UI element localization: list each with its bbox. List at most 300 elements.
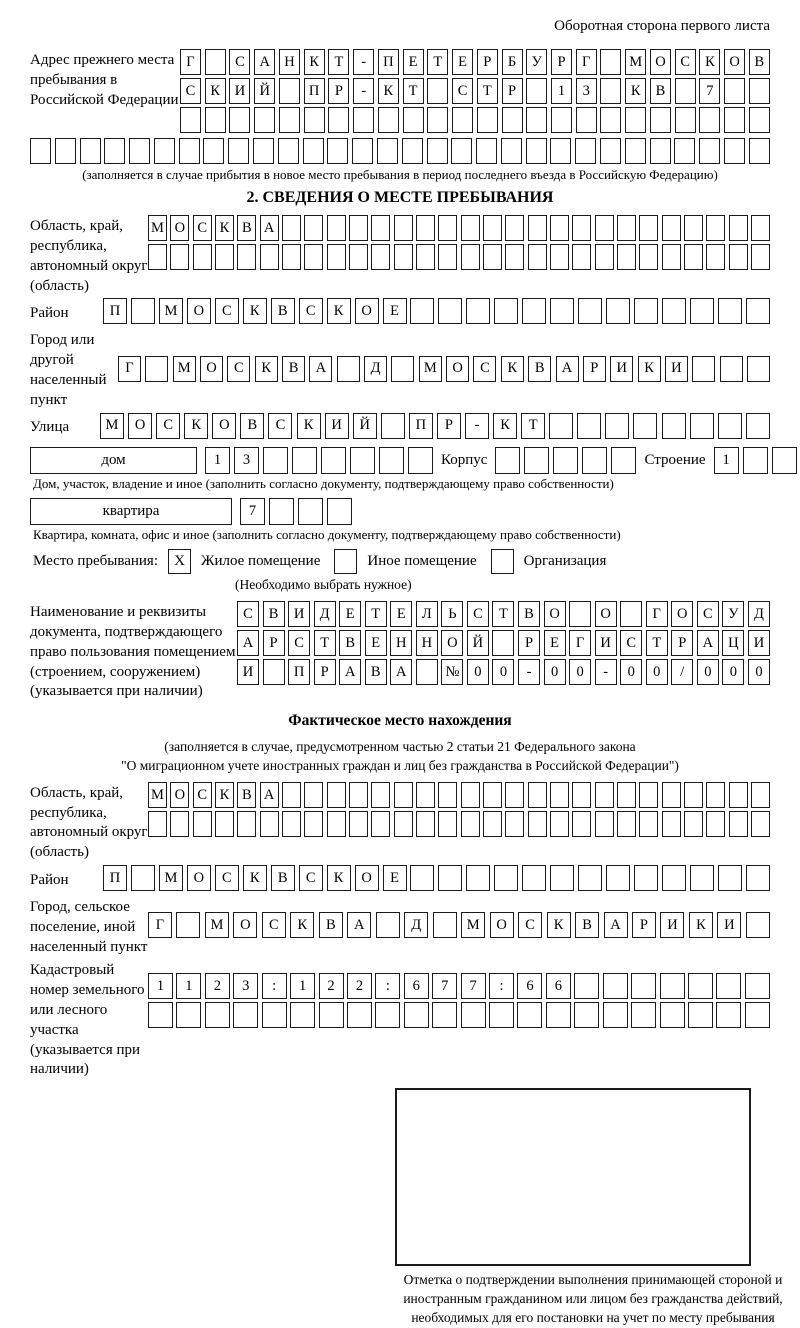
char-cell[interactable]	[371, 782, 390, 808]
char-cell[interactable]: С	[268, 413, 292, 439]
char-cell[interactable]: 0	[544, 659, 566, 685]
char-cell[interactable]	[282, 244, 301, 270]
char-cell[interactable]	[381, 413, 405, 439]
char-cell[interactable]	[625, 138, 646, 164]
char-cell[interactable]	[747, 356, 770, 382]
char-cell[interactable]	[517, 1002, 542, 1028]
char-cell[interactable]: К	[378, 78, 399, 104]
char-cell[interactable]	[327, 811, 346, 837]
char-cell[interactable]: М	[148, 215, 167, 241]
char-cell[interactable]	[148, 244, 167, 270]
char-cell[interactable]	[394, 215, 413, 241]
char-cell[interactable]	[550, 865, 574, 891]
char-cell[interactable]	[260, 811, 279, 837]
char-cell[interactable]	[660, 1002, 685, 1028]
char-cell[interactable]: Р	[583, 356, 606, 382]
char-cell[interactable]	[729, 215, 748, 241]
char-cell[interactable]	[461, 811, 480, 837]
char-cell[interactable]	[483, 215, 502, 241]
char-cell[interactable]: О	[170, 215, 189, 241]
char-cell[interactable]	[662, 244, 681, 270]
char-cell[interactable]	[675, 78, 696, 104]
char-cell[interactable]: О	[200, 356, 223, 382]
char-cell[interactable]: В	[263, 601, 285, 627]
char-cell[interactable]	[229, 107, 250, 133]
char-cell[interactable]: М	[148, 782, 167, 808]
char-cell[interactable]	[620, 601, 642, 627]
char-cell[interactable]: 6	[546, 973, 571, 999]
char-cell[interactable]	[416, 244, 435, 270]
char-cell[interactable]: О	[671, 601, 693, 627]
char-cell[interactable]: А	[347, 912, 371, 938]
char-cell[interactable]	[328, 107, 349, 133]
char-cell[interactable]: 0	[748, 659, 770, 685]
char-cell[interactable]	[402, 138, 423, 164]
char-cell[interactable]	[131, 865, 155, 891]
char-cell[interactable]: И	[660, 912, 684, 938]
char-cell[interactable]: 1	[290, 973, 315, 999]
char-cell[interactable]: С	[193, 782, 212, 808]
char-cell[interactable]	[375, 1002, 400, 1028]
char-cell[interactable]	[551, 107, 572, 133]
char-cell[interactable]: К	[255, 356, 278, 382]
char-cell[interactable]: 7	[699, 78, 720, 104]
char-cell[interactable]	[749, 107, 770, 133]
char-cell[interactable]	[550, 215, 569, 241]
char-cell[interactable]	[55, 138, 76, 164]
char-cell[interactable]	[526, 78, 547, 104]
char-cell[interactable]	[321, 447, 346, 474]
char-cell[interactable]: Е	[390, 601, 412, 627]
char-cell[interactable]: О	[187, 865, 211, 891]
char-cell[interactable]: С	[620, 630, 642, 656]
char-cell[interactable]	[578, 865, 602, 891]
char-cell[interactable]: Т	[403, 78, 424, 104]
char-cell[interactable]: П	[304, 78, 325, 104]
char-cell[interactable]	[600, 78, 621, 104]
char-cell[interactable]: Ц	[722, 630, 744, 656]
char-cell[interactable]	[451, 138, 472, 164]
char-cell[interactable]: 7	[240, 498, 265, 525]
char-cell[interactable]	[576, 107, 597, 133]
char-cell[interactable]: С	[697, 601, 719, 627]
char-cell[interactable]	[254, 107, 275, 133]
char-cell[interactable]: П	[378, 49, 399, 75]
char-cell[interactable]: Т	[646, 630, 668, 656]
char-cell[interactable]	[582, 447, 607, 474]
char-cell[interactable]	[416, 782, 435, 808]
char-cell[interactable]	[684, 811, 703, 837]
char-cell[interactable]	[549, 413, 573, 439]
char-cell[interactable]	[550, 811, 569, 837]
char-cell[interactable]	[595, 782, 614, 808]
char-cell[interactable]	[526, 138, 547, 164]
char-cell[interactable]	[154, 138, 175, 164]
char-cell[interactable]: С	[518, 912, 542, 938]
char-cell[interactable]	[603, 1002, 628, 1028]
char-cell[interactable]: О	[187, 298, 211, 324]
char-cell[interactable]: С	[193, 215, 212, 241]
char-cell[interactable]: /	[671, 659, 693, 685]
char-cell[interactable]: И	[325, 413, 349, 439]
char-cell[interactable]: 0	[722, 659, 744, 685]
char-cell[interactable]: 1	[176, 973, 201, 999]
char-cell[interactable]: М	[159, 298, 183, 324]
char-cell[interactable]: С	[229, 49, 250, 75]
char-cell[interactable]	[477, 107, 498, 133]
char-cell[interactable]: К	[215, 215, 234, 241]
char-cell[interactable]: Т	[477, 78, 498, 104]
char-cell[interactable]: И	[610, 356, 633, 382]
char-cell[interactable]: Г	[646, 601, 668, 627]
char-cell[interactable]	[483, 811, 502, 837]
char-cell[interactable]	[379, 447, 404, 474]
char-cell[interactable]: О	[724, 49, 745, 75]
char-cell[interactable]: 6	[517, 973, 542, 999]
char-cell[interactable]	[505, 782, 524, 808]
char-cell[interactable]: И	[288, 601, 310, 627]
char-cell[interactable]: К	[689, 912, 713, 938]
char-cell[interactable]	[690, 413, 714, 439]
char-cell[interactable]	[371, 244, 390, 270]
char-cell[interactable]: А	[390, 659, 412, 685]
char-cell[interactable]	[327, 138, 348, 164]
char-cell[interactable]: Р	[437, 413, 461, 439]
char-cell[interactable]	[438, 298, 462, 324]
char-cell[interactable]	[282, 215, 301, 241]
char-cell[interactable]	[262, 1002, 287, 1028]
char-cell[interactable]	[605, 413, 629, 439]
char-cell[interactable]: В	[319, 912, 343, 938]
char-cell[interactable]: Й	[353, 413, 377, 439]
char-cell[interactable]	[617, 811, 636, 837]
char-cell[interactable]	[410, 865, 434, 891]
char-cell[interactable]	[718, 413, 742, 439]
char-cell[interactable]: С	[288, 630, 310, 656]
char-cell[interactable]	[550, 244, 569, 270]
char-cell[interactable]: Г	[569, 630, 591, 656]
char-cell[interactable]	[569, 601, 591, 627]
char-cell[interactable]	[662, 865, 686, 891]
char-cell[interactable]: О	[170, 782, 189, 808]
char-cell[interactable]	[394, 244, 413, 270]
char-cell[interactable]	[349, 244, 368, 270]
char-cell[interactable]	[662, 298, 686, 324]
char-cell[interactable]	[699, 107, 720, 133]
char-cell[interactable]	[595, 811, 614, 837]
char-cell[interactable]	[438, 215, 457, 241]
char-cell[interactable]: Р	[518, 630, 540, 656]
char-cell[interactable]: Р	[671, 630, 693, 656]
char-cell[interactable]: К	[304, 49, 325, 75]
char-cell[interactable]	[751, 215, 770, 241]
char-cell[interactable]	[631, 1002, 656, 1028]
char-cell[interactable]	[394, 811, 413, 837]
char-cell[interactable]	[347, 1002, 372, 1028]
char-cell[interactable]: П	[288, 659, 310, 685]
char-cell[interactable]	[524, 447, 549, 474]
char-cell[interactable]	[639, 782, 658, 808]
char-cell[interactable]: 2	[347, 973, 372, 999]
char-cell[interactable]	[30, 138, 51, 164]
char-cell[interactable]: Й	[254, 78, 275, 104]
char-cell[interactable]	[416, 811, 435, 837]
char-cell[interactable]	[176, 912, 200, 938]
char-cell[interactable]: Е	[403, 49, 424, 75]
char-cell[interactable]	[495, 447, 520, 474]
char-cell[interactable]	[577, 413, 601, 439]
char-cell[interactable]: С	[215, 298, 239, 324]
char-cell[interactable]	[692, 356, 715, 382]
char-cell[interactable]	[729, 244, 748, 270]
char-cell[interactable]: В	[339, 630, 361, 656]
char-cell[interactable]: 7	[432, 973, 457, 999]
char-cell[interactable]	[634, 298, 658, 324]
char-cell[interactable]: 0	[569, 659, 591, 685]
char-cell[interactable]: О	[490, 912, 514, 938]
char-cell[interactable]	[617, 215, 636, 241]
char-cell[interactable]	[575, 138, 596, 164]
char-cell[interactable]: А	[339, 659, 361, 685]
char-cell[interactable]: С	[156, 413, 180, 439]
char-cell[interactable]	[427, 107, 448, 133]
char-cell[interactable]	[179, 138, 200, 164]
char-cell[interactable]: -	[353, 49, 374, 75]
char-cell[interactable]	[650, 107, 671, 133]
char-cell[interactable]	[749, 138, 770, 164]
char-cell[interactable]: К	[547, 912, 571, 938]
char-cell[interactable]: В	[271, 298, 295, 324]
char-cell[interactable]	[522, 865, 546, 891]
char-cell[interactable]: 0	[620, 659, 642, 685]
char-cell[interactable]	[304, 811, 323, 837]
char-cell[interactable]	[684, 244, 703, 270]
char-cell[interactable]	[494, 865, 518, 891]
char-cell[interactable]: В	[749, 49, 770, 75]
char-cell[interactable]: Л	[416, 601, 438, 627]
char-cell[interactable]	[104, 138, 125, 164]
char-cell[interactable]	[205, 49, 226, 75]
char-cell[interactable]	[327, 244, 346, 270]
char-cell[interactable]: Д	[404, 912, 428, 938]
char-cell[interactable]: Д	[748, 601, 770, 627]
char-cell[interactable]: Т	[521, 413, 545, 439]
char-cell[interactable]	[553, 447, 578, 474]
char-cell[interactable]	[572, 215, 591, 241]
char-cell[interactable]	[483, 244, 502, 270]
char-cell[interactable]	[595, 215, 614, 241]
char-cell[interactable]	[466, 298, 490, 324]
char-cell[interactable]: Б	[502, 49, 523, 75]
char-cell[interactable]	[699, 138, 720, 164]
char-cell[interactable]	[215, 244, 234, 270]
char-cell[interactable]	[751, 811, 770, 837]
char-cell[interactable]: Ь	[441, 601, 463, 627]
char-cell[interactable]	[688, 973, 713, 999]
char-cell[interactable]	[352, 138, 373, 164]
char-cell[interactable]	[438, 244, 457, 270]
char-cell[interactable]: В	[650, 78, 671, 104]
char-cell[interactable]: -	[595, 659, 617, 685]
char-cell[interactable]: Т	[314, 630, 336, 656]
char-cell[interactable]: И	[595, 630, 617, 656]
char-cell[interactable]: -	[465, 413, 489, 439]
char-cell[interactable]: К	[493, 413, 517, 439]
char-cell[interactable]: -	[353, 78, 374, 104]
char-cell[interactable]: К	[638, 356, 661, 382]
char-cell[interactable]	[303, 138, 324, 164]
char-cell[interactable]	[528, 811, 547, 837]
char-cell[interactable]: А	[309, 356, 332, 382]
char-cell[interactable]	[706, 215, 725, 241]
char-cell[interactable]: К	[699, 49, 720, 75]
char-cell[interactable]	[746, 912, 770, 938]
char-cell[interactable]	[746, 298, 770, 324]
char-cell[interactable]	[349, 811, 368, 837]
char-cell[interactable]	[724, 78, 745, 104]
char-cell[interactable]: 3	[576, 78, 597, 104]
char-cell[interactable]	[394, 782, 413, 808]
char-cell[interactable]: Д	[364, 356, 387, 382]
char-cell[interactable]	[639, 244, 658, 270]
char-cell[interactable]: 0	[467, 659, 489, 685]
char-cell[interactable]	[572, 782, 591, 808]
char-cell[interactable]	[416, 659, 438, 685]
char-cell[interactable]	[688, 1002, 713, 1028]
char-cell[interactable]	[304, 107, 325, 133]
char-cell[interactable]: К	[205, 78, 226, 104]
char-cell[interactable]	[378, 107, 399, 133]
char-cell[interactable]	[483, 782, 502, 808]
char-cell[interactable]	[319, 1002, 344, 1028]
char-cell[interactable]: П	[103, 865, 127, 891]
char-cell[interactable]	[634, 865, 658, 891]
char-cell[interactable]: С	[473, 356, 496, 382]
char-cell[interactable]	[617, 782, 636, 808]
char-cell[interactable]: Р	[632, 912, 656, 938]
char-cell[interactable]	[131, 298, 155, 324]
char-cell[interactable]: №	[441, 659, 463, 685]
char-cell[interactable]: 3	[234, 447, 259, 474]
char-cell[interactable]	[522, 298, 546, 324]
char-cell[interactable]	[749, 78, 770, 104]
char-cell[interactable]: О	[446, 356, 469, 382]
char-cell[interactable]: Н	[390, 630, 412, 656]
char-cell[interactable]	[371, 811, 390, 837]
char-cell[interactable]: 1	[148, 973, 173, 999]
char-cell[interactable]	[282, 782, 301, 808]
stay-type-checkbox-other[interactable]	[334, 549, 357, 574]
char-cell[interactable]	[349, 782, 368, 808]
char-cell[interactable]: 1	[714, 447, 739, 474]
char-cell[interactable]	[410, 298, 434, 324]
char-cell[interactable]: 2	[319, 973, 344, 999]
char-cell[interactable]: И	[717, 912, 741, 938]
char-cell[interactable]	[706, 244, 725, 270]
char-cell[interactable]	[433, 912, 457, 938]
char-cell[interactable]	[377, 138, 398, 164]
char-cell[interactable]	[745, 1002, 770, 1028]
char-cell[interactable]	[176, 1002, 201, 1028]
char-cell[interactable]: :	[262, 973, 287, 999]
char-cell[interactable]	[237, 244, 256, 270]
char-cell[interactable]	[505, 244, 524, 270]
char-cell[interactable]: К	[215, 782, 234, 808]
char-cell[interactable]: В	[518, 601, 540, 627]
char-cell[interactable]: У	[526, 49, 547, 75]
char-cell[interactable]	[743, 447, 768, 474]
char-cell[interactable]	[304, 215, 323, 241]
char-cell[interactable]	[706, 811, 725, 837]
char-cell[interactable]	[438, 865, 462, 891]
char-cell[interactable]	[724, 138, 745, 164]
char-cell[interactable]: К	[297, 413, 321, 439]
char-cell[interactable]	[170, 811, 189, 837]
char-cell[interactable]: О	[650, 49, 671, 75]
char-cell[interactable]	[260, 244, 279, 270]
char-cell[interactable]	[129, 138, 150, 164]
char-cell[interactable]	[476, 138, 497, 164]
char-cell[interactable]	[461, 782, 480, 808]
char-cell[interactable]	[528, 782, 547, 808]
char-cell[interactable]: 0	[697, 659, 719, 685]
char-cell[interactable]: В	[240, 413, 264, 439]
char-cell[interactable]: К	[184, 413, 208, 439]
char-cell[interactable]	[617, 244, 636, 270]
char-cell[interactable]: Н	[279, 49, 300, 75]
char-cell[interactable]	[145, 356, 168, 382]
char-cell[interactable]	[546, 1002, 571, 1028]
char-cell[interactable]	[427, 78, 448, 104]
char-cell[interactable]	[718, 865, 742, 891]
char-cell[interactable]	[304, 782, 323, 808]
char-cell[interactable]: К	[290, 912, 314, 938]
char-cell[interactable]	[729, 811, 748, 837]
char-cell[interactable]: Т	[328, 49, 349, 75]
char-cell[interactable]	[282, 811, 301, 837]
char-cell[interactable]	[595, 244, 614, 270]
char-cell[interactable]: П	[103, 298, 127, 324]
char-cell[interactable]: М	[173, 356, 196, 382]
char-cell[interactable]: Р	[502, 78, 523, 104]
char-cell[interactable]: И	[665, 356, 688, 382]
char-cell[interactable]: 3	[233, 973, 258, 999]
char-cell[interactable]	[746, 413, 770, 439]
char-cell[interactable]: В	[237, 782, 256, 808]
char-cell[interactable]: С	[262, 912, 286, 938]
char-cell[interactable]: :	[489, 973, 514, 999]
char-cell[interactable]	[438, 782, 457, 808]
char-cell[interactable]: Р	[477, 49, 498, 75]
char-cell[interactable]	[650, 138, 671, 164]
char-cell[interactable]	[550, 782, 569, 808]
char-cell[interactable]	[550, 298, 574, 324]
char-cell[interactable]	[228, 138, 249, 164]
char-cell[interactable]: М	[159, 865, 183, 891]
char-cell[interactable]: С	[467, 601, 489, 627]
char-cell[interactable]	[452, 107, 473, 133]
char-cell[interactable]: Е	[383, 865, 407, 891]
char-cell[interactable]: Д	[314, 601, 336, 627]
char-cell[interactable]: К	[501, 356, 524, 382]
char-cell[interactable]	[578, 298, 602, 324]
char-cell[interactable]	[639, 811, 658, 837]
char-cell[interactable]: П	[409, 413, 433, 439]
char-cell[interactable]: С	[237, 601, 259, 627]
char-cell[interactable]: В	[282, 356, 305, 382]
char-cell[interactable]	[408, 447, 433, 474]
char-cell[interactable]: С	[180, 78, 201, 104]
